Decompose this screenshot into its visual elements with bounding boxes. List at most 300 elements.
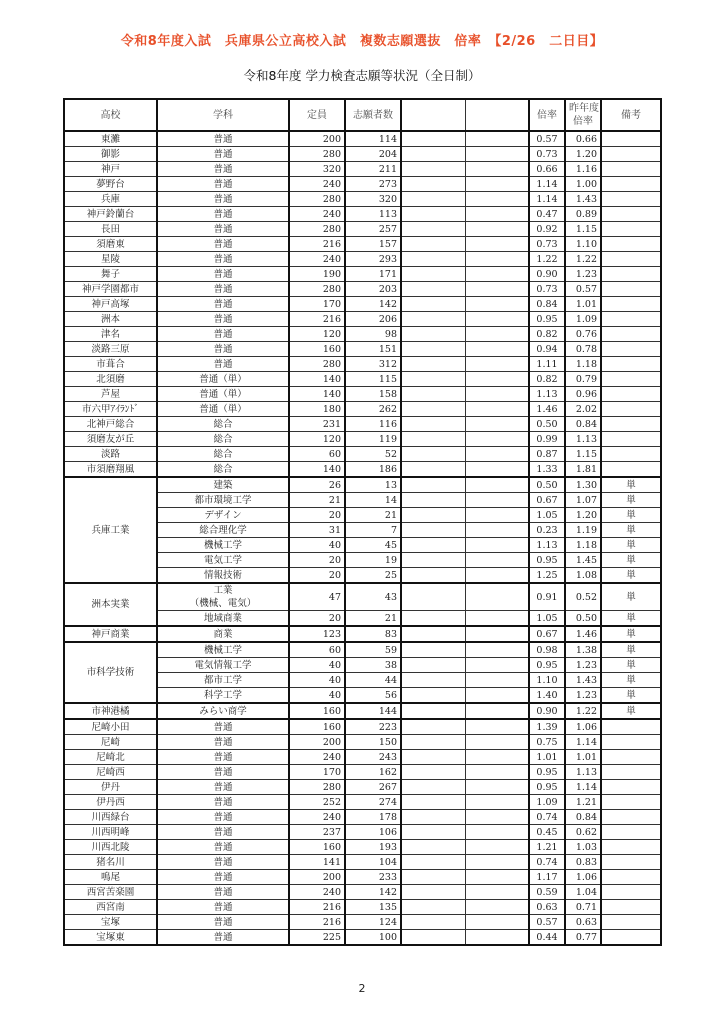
applicants-cell: 13 [345, 477, 401, 493]
blank-cell-2 [465, 417, 529, 432]
course-cell: 普通（単） [157, 402, 289, 417]
applicants-cell: 56 [345, 688, 401, 704]
school-group-cell: 兵庫工業 [64, 477, 157, 583]
table-row [64, 447, 661, 462]
school-cell: 須磨東 [64, 237, 157, 252]
ratio-cell: 0.73 [529, 147, 565, 162]
capacity-cell: 280 [289, 282, 345, 297]
table-row [64, 900, 661, 915]
note-cell: 単 [601, 583, 661, 611]
course-cell: 普通 [157, 162, 289, 177]
course-cell: 普通 [157, 870, 289, 885]
capacity-cell: 160 [289, 703, 345, 719]
blank-cell-2 [465, 765, 529, 780]
capacity-cell: 20 [289, 508, 345, 523]
note-cell [601, 462, 661, 478]
capacity-cell: 123 [289, 626, 345, 642]
school-group-cell: 神戸商業 [64, 626, 157, 642]
prev-ratio-cell: 0.57 [565, 282, 601, 297]
school-cell: 市須磨翔風 [64, 462, 157, 478]
capacity-cell: 40 [289, 538, 345, 553]
school-cell: 伊丹 [64, 780, 157, 795]
blank-cell-1 [401, 900, 465, 915]
capacity-cell: 320 [289, 162, 345, 177]
course-cell: 普通 [157, 237, 289, 252]
prev-ratio-cell: 0.84 [565, 417, 601, 432]
applicants-cell: 193 [345, 840, 401, 855]
applicants-cell: 142 [345, 885, 401, 900]
school-cell: 尼崎西 [64, 765, 157, 780]
table-row [64, 417, 661, 432]
blank-cell-2 [465, 900, 529, 915]
course-cell: 普通 [157, 915, 289, 930]
blank-cell-1 [401, 462, 465, 478]
course-cell: 総合理化学 [157, 523, 289, 538]
note-cell: 単 [601, 673, 661, 688]
school-cell: 東灘 [64, 131, 157, 147]
note-cell [601, 237, 661, 252]
applicants-cell: 119 [345, 432, 401, 447]
blank-cell-1 [401, 642, 465, 658]
course-cell: 普通 [157, 357, 289, 372]
capacity-cell: 216 [289, 237, 345, 252]
capacity-cell: 26 [289, 477, 345, 493]
blank-cell-1 [401, 477, 465, 493]
blank-cell-2 [465, 915, 529, 930]
note-cell [601, 750, 661, 765]
note-cell [601, 297, 661, 312]
applicants-cell: 150 [345, 735, 401, 750]
table-row [64, 252, 661, 267]
school-cell: 芦屋 [64, 387, 157, 402]
ratio-cell: 0.57 [529, 131, 565, 147]
table-row [64, 930, 661, 946]
school-cell: 伊丹西 [64, 795, 157, 810]
ratio-cell: 0.94 [529, 342, 565, 357]
prev-ratio-cell: 1.10 [565, 237, 601, 252]
blank-cell-1 [401, 553, 465, 568]
ratio-cell: 0.82 [529, 327, 565, 342]
applicants-cell: 106 [345, 825, 401, 840]
prev-ratio-cell: 0.76 [565, 327, 601, 342]
prev-ratio-cell: 1.04 [565, 885, 601, 900]
school-cell: 西宮苦楽園 [64, 885, 157, 900]
note-cell [601, 342, 661, 357]
prev-ratio-cell: 1.23 [565, 688, 601, 704]
capacity-cell: 140 [289, 462, 345, 478]
blank-cell-2 [465, 553, 529, 568]
blank-cell-2 [465, 885, 529, 900]
blank-cell-2 [465, 237, 529, 252]
note-cell: 単 [601, 611, 661, 627]
note-cell [601, 387, 661, 402]
ratio-cell: 0.45 [529, 825, 565, 840]
applicants-cell: 157 [345, 237, 401, 252]
school-group-cell: 洲本実業 [64, 583, 157, 626]
course-cell: 機械工学 [157, 642, 289, 658]
applicants-cell: 203 [345, 282, 401, 297]
prev-ratio-cell: 0.89 [565, 207, 601, 222]
note-cell [601, 447, 661, 462]
blank-cell-2 [465, 207, 529, 222]
capacity-cell: 231 [289, 417, 345, 432]
note-cell [601, 147, 661, 162]
school-cell: 宝塚 [64, 915, 157, 930]
blank-cell-1 [401, 222, 465, 237]
blank-cell-1 [401, 825, 465, 840]
school-cell: 宝塚東 [64, 930, 157, 946]
table-row [64, 282, 661, 297]
capacity-cell: 31 [289, 523, 345, 538]
blank-cell-1 [401, 626, 465, 642]
capacity-cell: 47 [289, 583, 345, 611]
ratio-cell: 0.73 [529, 282, 565, 297]
ratio-cell: 0.95 [529, 780, 565, 795]
applicants-cell: 267 [345, 780, 401, 795]
school-cell: 川西緑台 [64, 810, 157, 825]
prev-ratio-cell: 0.83 [565, 855, 601, 870]
blank-cell-1 [401, 750, 465, 765]
capacity-cell: 225 [289, 930, 345, 946]
table-row [64, 810, 661, 825]
capacity-cell: 190 [289, 267, 345, 282]
course-cell: 普通 [157, 297, 289, 312]
course-cell: 普通 [157, 825, 289, 840]
note-cell [601, 131, 661, 147]
prev-ratio-cell: 0.66 [565, 131, 601, 147]
prev-ratio-cell: 1.06 [565, 719, 601, 735]
school-cell: 洲本 [64, 312, 157, 327]
table-row [64, 825, 661, 840]
prev-ratio-cell: 1.45 [565, 553, 601, 568]
blank-cell-2 [465, 719, 529, 735]
ratio-cell: 0.63 [529, 900, 565, 915]
ratio-cell: 1.11 [529, 357, 565, 372]
ratio-cell: 1.21 [529, 840, 565, 855]
note-cell [601, 267, 661, 282]
blank-cell-2 [465, 432, 529, 447]
note-cell [601, 795, 661, 810]
note-cell [601, 840, 661, 855]
blank-cell-1 [401, 523, 465, 538]
capacity-cell: 170 [289, 765, 345, 780]
applicants-cell: 186 [345, 462, 401, 478]
prev-ratio-cell: 1.46 [565, 626, 601, 642]
prev-ratio-cell: 1.14 [565, 780, 601, 795]
capacity-cell: 240 [289, 207, 345, 222]
applicants-cell: 98 [345, 327, 401, 342]
course-cell: 地域商業 [157, 611, 289, 627]
ratio-cell: 0.75 [529, 735, 565, 750]
applicants-cell: 144 [345, 703, 401, 719]
school-cell: 兵庫 [64, 192, 157, 207]
course-cell: 都市環境工学 [157, 493, 289, 508]
blank-cell-2 [465, 855, 529, 870]
course-cell: 普通 [157, 930, 289, 946]
capacity-cell: 141 [289, 855, 345, 870]
ratio-cell: 1.09 [529, 795, 565, 810]
ratio-cell: 0.50 [529, 417, 565, 432]
prev-ratio-cell: 0.78 [565, 342, 601, 357]
course-cell: 総合 [157, 462, 289, 478]
school-cell: 市葺合 [64, 357, 157, 372]
school-cell: 西宮南 [64, 900, 157, 915]
course-cell: 普通 [157, 207, 289, 222]
prev-ratio-cell: 0.96 [565, 387, 601, 402]
course-cell: デザイン [157, 508, 289, 523]
capacity-cell: 21 [289, 493, 345, 508]
table-row [64, 327, 661, 342]
capacity-cell: 216 [289, 900, 345, 915]
note-cell: 単 [601, 568, 661, 584]
applicants-cell: 44 [345, 673, 401, 688]
prev-ratio-cell: 1.19 [565, 523, 601, 538]
course-cell: 普通 [157, 810, 289, 825]
course-cell: 普通（単） [157, 372, 289, 387]
blank-cell-1 [401, 870, 465, 885]
school-cell: 北神戸総合 [64, 417, 157, 432]
blank-cell-2 [465, 658, 529, 673]
blank-cell-1 [401, 417, 465, 432]
prev-ratio-cell: 0.84 [565, 810, 601, 825]
course-cell: 普通 [157, 885, 289, 900]
school-cell: 川西明峰 [64, 825, 157, 840]
capacity-cell: 280 [289, 780, 345, 795]
ratio-cell: 1.05 [529, 611, 565, 627]
course-line-2: （機械、電気） [189, 598, 257, 609]
applicants-cell: 162 [345, 765, 401, 780]
course-cell [157, 583, 289, 611]
note-cell [601, 870, 661, 885]
course-cell: 普通 [157, 267, 289, 282]
applicants-cell: 19 [345, 553, 401, 568]
course-cell: 普通 [157, 855, 289, 870]
prev-ratio-cell: 1.09 [565, 312, 601, 327]
table-row [64, 312, 661, 327]
capacity-cell: 280 [289, 222, 345, 237]
applicants-cell: 233 [345, 870, 401, 885]
table-row [64, 372, 661, 387]
course-cell: 普通 [157, 795, 289, 810]
blank-cell-2 [465, 810, 529, 825]
capacity-cell: 200 [289, 735, 345, 750]
blank-cell-2 [465, 387, 529, 402]
prev-ratio-cell: 0.77 [565, 930, 601, 946]
course-cell: 都市工学 [157, 673, 289, 688]
note-cell [601, 327, 661, 342]
prev-ratio-cell: 1.38 [565, 642, 601, 658]
ratio-cell: 1.14 [529, 192, 565, 207]
blank-cell-1 [401, 795, 465, 810]
applicants-cell: 257 [345, 222, 401, 237]
blank-cell-1 [401, 282, 465, 297]
blank-cell-2 [465, 735, 529, 750]
blank-cell-1 [401, 930, 465, 946]
prev-ratio-cell: 0.71 [565, 900, 601, 915]
note-cell [601, 282, 661, 297]
capacity-cell: 140 [289, 372, 345, 387]
ratio-cell: 0.74 [529, 810, 565, 825]
blank-cell-1 [401, 372, 465, 387]
note-cell [601, 735, 661, 750]
note-cell [601, 825, 661, 840]
prev-ratio-cell: 1.81 [565, 462, 601, 478]
prev-ratio-cell: 1.43 [565, 673, 601, 688]
note-cell [601, 885, 661, 900]
blank-cell-2 [465, 688, 529, 704]
table-row [64, 870, 661, 885]
ratio-cell: 0.66 [529, 162, 565, 177]
capacity-cell: 240 [289, 810, 345, 825]
blank-cell-1 [401, 719, 465, 735]
ratio-cell: 0.57 [529, 915, 565, 930]
blank-cell-2 [465, 825, 529, 840]
applicants-cell: 204 [345, 147, 401, 162]
school-cell: 北須磨 [64, 372, 157, 387]
table-row [64, 402, 661, 417]
table-row [64, 855, 661, 870]
capacity-cell: 160 [289, 840, 345, 855]
prev-ratio-cell: 0.50 [565, 611, 601, 627]
applicants-cell: 273 [345, 177, 401, 192]
capacity-cell: 160 [289, 719, 345, 735]
ratio-cell: 1.40 [529, 688, 565, 704]
blank-cell-1 [401, 252, 465, 267]
blank-cell-2 [465, 703, 529, 719]
note-cell [601, 930, 661, 946]
school-cell: 神戸高塚 [64, 297, 157, 312]
ratio-cell: 0.59 [529, 885, 565, 900]
blank-cell-1 [401, 673, 465, 688]
note-cell: 単 [601, 626, 661, 642]
blank-cell-2 [465, 342, 529, 357]
course-cell: 普通 [157, 177, 289, 192]
note-cell: 単 [601, 477, 661, 493]
blank-cell-2 [465, 626, 529, 642]
note-cell [601, 810, 661, 825]
ratio-cell: 0.73 [529, 237, 565, 252]
applicants-cell: 115 [345, 372, 401, 387]
prev-ratio-cell: 1.21 [565, 795, 601, 810]
prev-ratio-cell: 2.02 [565, 402, 601, 417]
course-cell: 普通 [157, 735, 289, 750]
ratio-cell: 1.39 [529, 719, 565, 735]
blank-cell-1 [401, 840, 465, 855]
blank-cell-2 [465, 795, 529, 810]
course-cell: 普通 [157, 342, 289, 357]
capacity-cell: 280 [289, 357, 345, 372]
note-cell: 単 [601, 642, 661, 658]
blank-cell-2 [465, 402, 529, 417]
course-cell: 建築 [157, 477, 289, 493]
header-prev-ratio-line2: 倍率 [573, 116, 593, 127]
course-cell: 総合 [157, 447, 289, 462]
capacity-cell: 140 [289, 387, 345, 402]
applicants-cell: 83 [345, 626, 401, 642]
capacity-cell: 40 [289, 658, 345, 673]
header-blank-1 [401, 99, 465, 131]
prev-ratio-cell: 1.14 [565, 735, 601, 750]
prev-ratio-cell: 1.06 [565, 870, 601, 885]
capacity-cell: 240 [289, 177, 345, 192]
note-cell: 単 [601, 658, 661, 673]
table-row [64, 780, 661, 795]
course-cell: 機械工学 [157, 538, 289, 553]
capacity-cell: 20 [289, 611, 345, 627]
school-cell: 猪名川 [64, 855, 157, 870]
ratio-cell: 1.10 [529, 673, 565, 688]
table-row [64, 915, 661, 930]
course-cell: 普通 [157, 147, 289, 162]
blank-cell-2 [465, 192, 529, 207]
table-row [64, 795, 661, 810]
note-cell [601, 312, 661, 327]
ratio-cell: 0.95 [529, 553, 565, 568]
blank-cell-1 [401, 162, 465, 177]
blank-cell-2 [465, 312, 529, 327]
course-cell: 普通 [157, 780, 289, 795]
note-cell: 単 [601, 688, 661, 704]
blank-cell-2 [465, 750, 529, 765]
note-cell [601, 900, 661, 915]
applicants-cell: 116 [345, 417, 401, 432]
blank-cell-1 [401, 658, 465, 673]
course-cell: 電気情報工学 [157, 658, 289, 673]
header-prev-ratio-line1: 昨年度 [569, 103, 599, 114]
capacity-cell: 216 [289, 312, 345, 327]
applicants-cell: 21 [345, 508, 401, 523]
school-cell: 市六甲ｱｲﾗﾝﾄﾞ [64, 402, 157, 417]
table-row [64, 147, 661, 162]
school-group-cell: 市科学技術 [64, 642, 157, 703]
blank-cell-2 [465, 523, 529, 538]
table-body [64, 131, 661, 945]
capacity-cell: 280 [289, 192, 345, 207]
blank-cell-2 [465, 177, 529, 192]
prev-ratio-cell: 1.22 [565, 252, 601, 267]
table-row [64, 131, 661, 147]
school-cell: 尼崎 [64, 735, 157, 750]
applicants-cell: 142 [345, 297, 401, 312]
blank-cell-2 [465, 840, 529, 855]
table-row [64, 477, 661, 493]
course-cell: 普通 [157, 192, 289, 207]
ratio-cell: 0.44 [529, 930, 565, 946]
note-cell: 単 [601, 538, 661, 553]
note-cell: 単 [601, 703, 661, 719]
capacity-cell: 200 [289, 131, 345, 147]
blank-cell-2 [465, 508, 529, 523]
table-row [64, 626, 661, 642]
table-row [64, 885, 661, 900]
course-cell: 普通 [157, 131, 289, 147]
note-cell [601, 765, 661, 780]
header-applicants: 志願者数 [345, 99, 401, 131]
ratio-cell: 0.67 [529, 493, 565, 508]
table-row [64, 840, 661, 855]
blank-cell-1 [401, 402, 465, 417]
course-cell: 普通（単） [157, 387, 289, 402]
table-row [64, 703, 661, 719]
ratio-cell: 1.05 [529, 508, 565, 523]
prev-ratio-cell: 0.79 [565, 372, 601, 387]
applicants-cell: 223 [345, 719, 401, 735]
course-cell: 電気工学 [157, 553, 289, 568]
note-cell [601, 432, 661, 447]
prev-ratio-cell: 1.18 [565, 357, 601, 372]
note-cell [601, 915, 661, 930]
blank-cell-1 [401, 177, 465, 192]
